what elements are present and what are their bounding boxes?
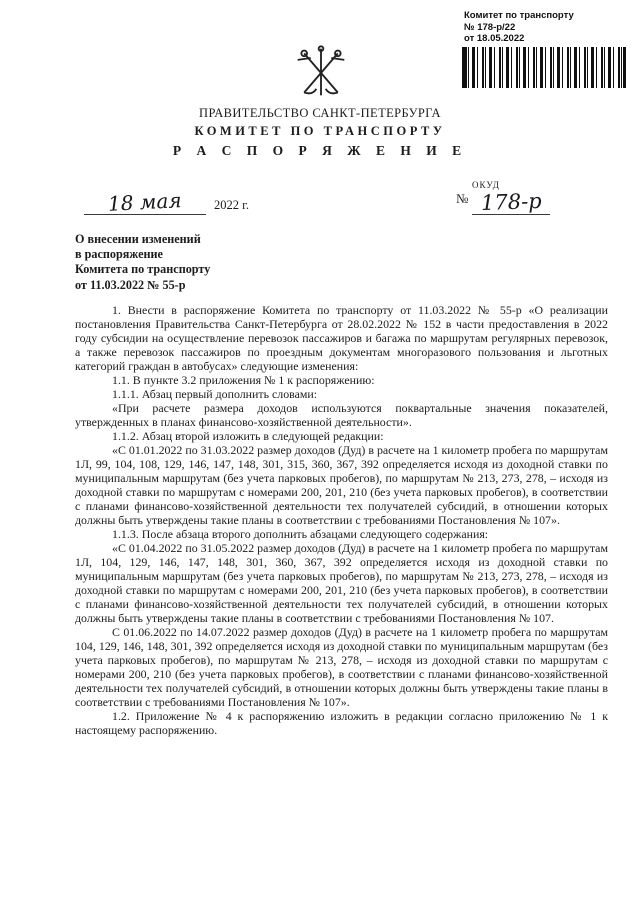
body-paragraph: 1. Внести в распоряжение Комитета по транспорту от 11.03.2022 № 55-р «О реализации постановления Правительства Санкт-Петербурга от 28.02.2022 № 152 в части предоставления в 2022 году субсидии на осуществление перевозок пассажиров и багажа по маршрутам регулярных перевозок, а также перевозок пассажиров по проездным документам многоразового пользования и льготных категорий граждан в автобусах» следующие изменения:	[75, 303, 608, 373]
stamp-org: Комитет по транспорту	[464, 10, 574, 21]
coat-of-arms-icon	[293, 44, 349, 100]
subject-line: от 11.03.2022 № 55-р	[75, 277, 186, 292]
body-paragraph: 1.2. Приложение № 4 к распоряжению изложить в редакции согласно приложению № 1 к настоящему распоряжению.	[75, 709, 608, 737]
body-paragraph: 1.1.2. Абзац второй изложить в следующей редакции:	[112, 429, 384, 443]
handwritten-number: 178-р	[480, 188, 543, 216]
document-number-group	[456, 190, 550, 215]
body-paragraph: 1.1.3. После абзаца второго дополнить абзацами следующего содержания:	[112, 527, 489, 541]
subject-line: в распоряжение	[75, 247, 163, 262]
committee-title: КОМИТЕТ ПО ТРАНСПОРТУ	[194, 124, 446, 138]
body-paragraph: «При расчете размера доходов используются поквартальные значения показателей, утвержденных в планах финансово-хозяйственной деятельности».	[75, 401, 608, 429]
government-title: ПРАВИТЕЛЬСТВО САНКТ-ПЕТЕРБУРГА	[199, 106, 441, 120]
body-paragraph: 1.1. В пункте 3.2 приложения № 1 к распоряжению:	[112, 373, 375, 387]
number-underline	[472, 190, 550, 215]
date-underline	[84, 190, 206, 215]
document-body	[75, 303, 608, 737]
document-type-title: Р А С П О Р Я Ж Е Н И Е	[172, 143, 468, 158]
stamp-number: № 178-р/22	[464, 21, 516, 33]
body-paragraph: 1.1.1. Абзац первый дополнить словами:	[112, 387, 318, 401]
okud-label: ОКУД	[472, 180, 500, 190]
document-header	[0, 106, 640, 159]
date-number-line	[84, 190, 614, 224]
body-paragraph: «С 01.01.2022 по 31.03.2022 размер доходов (Дуд) в расчете на 1 километр пробега по маршрутам 1Л, 99, 104, 108, 129, 146, 147, 148, 301, 315, 360, 367, 392 определяется исходя из доходной ставки по муниципальным маршрутам (без учета парковых пробегов), по маршрутам № 213, 273, 278, – исходя из доходной ставки по маршрутам с номерами 200, 201, 210 (без учета парковых пробегов), в соответствии с планами финансово-хозяйственной деятельности тех получателей субсидий, в отношении которых должны быть утверждены такие планы в соответствии с требованиями Постановления № 107».	[75, 443, 608, 527]
number-sign: №	[456, 191, 469, 206]
body-paragraph: С 01.06.2022 по 14.07.2022 размер доходов (Дуд) в расчете на 1 километр пробега по маршрутам 104, 129, 146, 148, 301, 392 определяется исходя из доходной ставки по муниципальным маршрутам (без учета парковых пробегов), по маршрутам № 213, 278, – исходя из доходной ставки по маршрутам с номерами 200, 210 (без учета парковых пробегов), в соответствии с планами финансово-хозяйственной деятельности тех получателей субсидий, в отношении которых должны быть утверждены такие планы в соответствии с требованиями Постановления № 107».	[75, 625, 608, 709]
handwritten-date: 18 мая	[107, 188, 183, 216]
stamp-date: от 18.05.2022	[464, 33, 525, 44]
body-paragraph: «С 01.04.2022 по 31.05.2022 размер доходов (Дуд) в расчете на 1 километр пробега по маршрутам 1Л, 104, 129, 146, 147, 148, 301, 360, 367, 392 определяется исходя из доходной ставки по муниципальным маршрутам (без учета парковых пробегов), по маршрутам № 213, 273, 278, – исходя из доходной ставки по маршрутам с номерами 200, 201, 210 (без учета парковых пробегов), в соответствии с планами финансово-хозяйственной деятельности тех получателей субсидий, в отношении которых должны быть утверждены такие планы в соответствии с требованиями Постановления № 107.	[75, 541, 608, 625]
year-label: 2022 г.	[214, 198, 249, 212]
subject-heading	[75, 232, 375, 293]
barcode	[462, 47, 626, 88]
subject-line: Комитета по транспорту	[75, 262, 211, 277]
registration-stamp	[464, 10, 624, 45]
subject-line: О внесении изменений	[75, 232, 201, 246]
